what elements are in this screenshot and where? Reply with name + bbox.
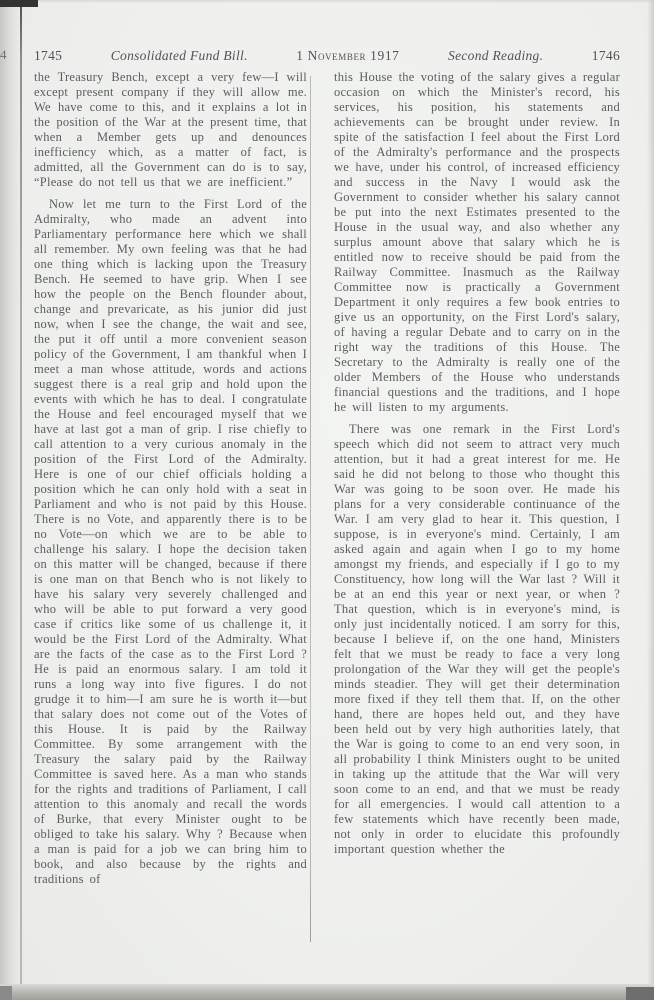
debate-date: 1 November 1917 [296, 48, 400, 63]
column-divider-rule [310, 76, 311, 942]
adjacent-page-edge-mark: 4 [0, 47, 7, 62]
text-column-left [34, 70, 307, 887]
running-header [34, 48, 620, 64]
scan-top-edge [38, 0, 654, 3]
section-title: Second Reading. [448, 48, 544, 63]
column-number-left: 1745 [34, 48, 63, 63]
paragraph: Now let me turn to the First Lord of the Admiralty, who made an advent into Parliamentary performance here which we shall all remember. My own feeling was that he had one thing which is lacking upon the Treasury Bench. He seemed to have grip. When I see how the people on the Bench flounder about, change and prevaricate, as his junior did just now, when I see the change, the wait and see, the put it off until a more convenient season policy of the Government, I am thankful when I meet a man whose attitude, words and actions suggest there is a real grip and hold upon the events with which he has to deal. I congratulate the House and feel encouraged myself that we have at last got a man of grip. I rise chiefly to call attention to a very curious anomaly in the position of the First Lord of the Admiralty. Here is one of our chief officials holding a position which he can only hold with a seat in Parliament and who is not paid by this House. There is no Vote, and apparently there is to be no Vote—on which we are to be able to challenge his salary. I hope the decision taken on this matter will be changed, because if there is one man on that Bench who is not likely to have his salary very severely challenged and who will be able to put forward a very good case if critics like some of us challenge it, it would be the First Lord of the Admiralty. What are the facts of the case as to the First Lord ? He is paid an enormous salary. I am told it runs a long way into five figures. I do not grudge it to him—I am sure he is worth it—but that salary does not come out of the Votes of this House. It is paid by the Railway Committee. By some arrangement with the Treasury the salary paid by the Railway Committee is saved here. As a man who stands for the rights and traditions of Parliament, I call attention to this anomaly and recall the words of Burke, that every Minister ought to be obliged to take his salary. Why ? Because when a man is paid for a job we can bring him to book, and also because by the rights and traditions of [34, 197, 307, 886]
scan-bottom-edge [0, 984, 654, 1000]
column-number-right: 1746 [591, 48, 620, 63]
scan-bottom-left-artifact [0, 986, 12, 1000]
bill-title: Consolidated Fund Bill. [110, 48, 248, 63]
scan-gutter-left [0, 0, 21, 1000]
paragraph: this House the voting of the salary gives a regular occasion on which the Minister's record, his services, his position, his statements and achievements can be brought under review. In spite of the satisfaction I feel about the First Lord of the Admiralty's performance and the prospects we have, under his control, of increased efficiency and success in the Navy I would ask the Government to consider whether his salary cannot be put into the next Estimates presented to the House in the usual way, and also whether any surplus amount above that salary which he is entitled now to receive should be paid from the Railway Committee. Inasmuch as the Railway Committee now is practically a Government Department it only requires a few book entries to give us an opportunity, on the First Lord's salary, of having a regular Debate and to carry on in the right way the traditions of this House. The Secretary to the Admiralty is really one of the older Members of the House who understands financial questions and the traditions, and I hope he will listen to my arguments. [334, 70, 620, 414]
paragraph: There was one remark in the First Lord's speech which did not seem to attract very much attention, but it had a great interest for me. He said he did not belong to those who thought this War was going to be soon over. He made his plans for a very considerable continuance of the War. I am very glad to hear it. This question, I suppose, is in everyone's mind. Certainly, I am asked again and again when I go to my home amongst my friends, and especially if I go to my Constituency, how long will the War last ? Will it be at an end this year or next year, or when ? That question, which is in everyone's mind, is only just incidentally noticed. I am sorry for this, because I believe if, on the one hand, Ministers felt that we must be ready to face a very long prolongation of the War they will get the people's minds steadier. They will get their determination more fixed if they tell them that. If, on the other hand, there are hopes held out, and they have been held out by very high authorities lately, that the War is going to come to an end very soon, in all probability I think Ministers ought to be united in taking up the attitude that the War will very soon come to an end, and that we must be ready for all emergencies. I would call attention to a few statements which have recently been made, not only in order to elucidate this profoundly important question whether the [334, 422, 620, 856]
page-fold-line [20, 0, 22, 988]
scan-corner-artifact [0, 0, 38, 7]
paragraph: the Treasury Bench, except a very few—I will except present company if they will allow me. We have come to this, and it explains a lot in the position of the War at the present time, that when a Member gets up and denounces inefficiency which, as a matter of fact, is admitted, all the Government can do is to say, “Please do not tell us that we are inefficient.” [34, 70, 307, 189]
scan-right-edge [647, 0, 654, 1000]
scan-bottom-right-artifact [626, 987, 654, 1000]
text-column-right [334, 70, 620, 857]
